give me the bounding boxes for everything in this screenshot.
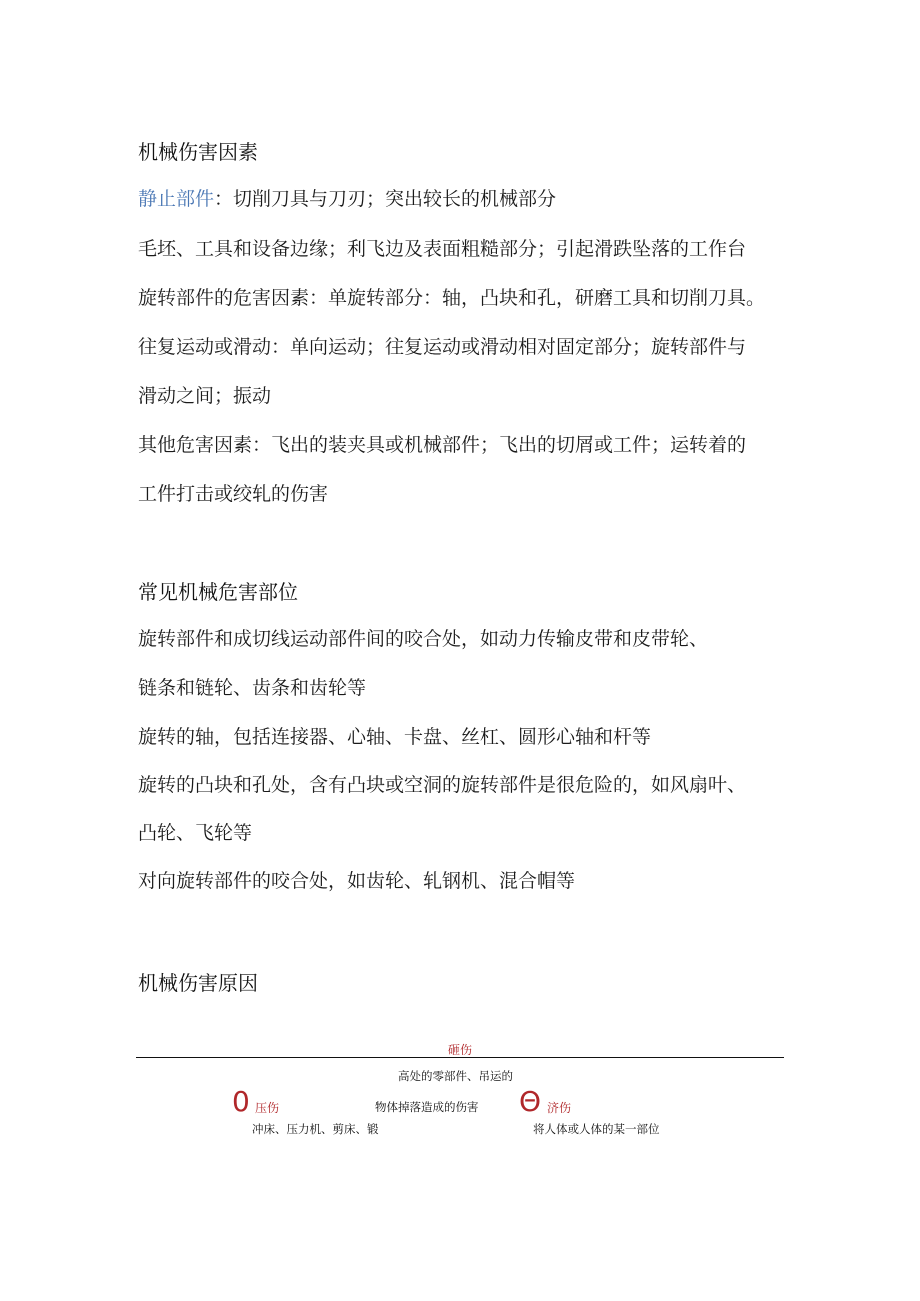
paragraph-line: 链条和链轮、齿条和齿轮等 <box>138 677 367 699</box>
diagram-left-desc: 冲床、压力机、剪床、锻 <box>252 1122 379 1136</box>
paragraph-line: 工件打击或绞轧的伤害 <box>138 483 329 505</box>
diagram-right-glyph-icon: Θ <box>519 1085 542 1118</box>
highlight-static-parts: 静止部件 <box>138 188 215 210</box>
paragraph-line: 旋转部件和成切线运动部件间的咬合处，如动力传输皮带和皮带轮、 <box>138 628 709 650</box>
paragraph-line: 旋转的凸块和孔处，含有凸块或空洞的旋转部件是很危险的，如风扇叶、 <box>138 774 747 796</box>
diagram-label-squeeze-injury: 济伤 <box>547 1101 572 1115</box>
paragraph-line: 滑动之间；振动 <box>138 385 272 407</box>
paragraph-line: 其他危害因素：飞出的装夹具或机械部件；飞出的切屑或工件；运转着的 <box>138 434 747 456</box>
paragraph-line: 凸轮、飞轮等 <box>138 822 253 844</box>
section-title-hazard-factors: 机械伤害因素 <box>138 140 258 164</box>
paragraph-line: 旋转部件的危害因素：单旋转部分：轴，凸块和孔，研磨工具和切削刀具。 <box>138 287 766 309</box>
diagram-center-desc-1: 高处的零部件、吊运的 <box>398 1069 513 1083</box>
diagram-divider <box>136 1057 784 1058</box>
diagram-label-smash-injury: 砸伤 <box>448 1043 473 1057</box>
paragraph-line <box>138 184 556 211</box>
section-title-danger-parts: 常见机械危害部位 <box>138 580 298 604</box>
diagram-center-desc-2: 物体掉落造成的伤害 <box>375 1100 479 1114</box>
paragraph-line: 往复运动或滑动：单向运动；往复运动或滑动相对固定部分；旋转部件与 <box>138 336 747 358</box>
diagram-left-glyph-icon: 0 <box>232 1085 250 1118</box>
diagram-label-crush-injury: 压伤 <box>255 1101 280 1115</box>
paragraph-line: 旋转的轴，包括连接器、心轴、卡盘、丝杠、圆形心轴和杆等 <box>138 726 652 748</box>
line-text: ：切削刀具与刀刃；突出较长的机械部分 <box>214 188 557 210</box>
section-title-injury-causes: 机械伤害原因 <box>138 971 258 995</box>
paragraph-line: 毛坯、工具和设备边缘；利飞边及表面粗糙部分；引起滑跌坠落的工作台 <box>138 238 747 260</box>
paragraph-line: 对向旋转部件的咬合处，如齿轮、轧钢机、混合帽等 <box>138 870 576 892</box>
diagram-right-desc: 将人体或人体的某一部位 <box>533 1122 660 1136</box>
